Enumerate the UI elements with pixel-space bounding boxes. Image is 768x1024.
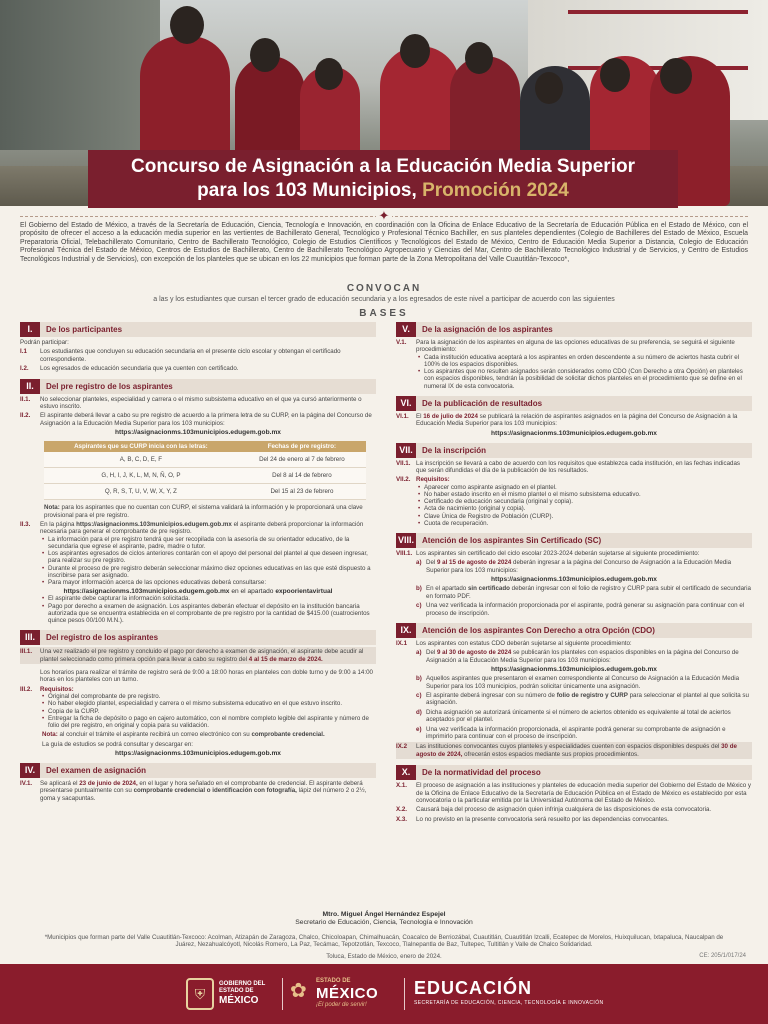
section-header [396, 533, 752, 548]
cdo-deadline: 30 de agosto de 2024, [416, 743, 737, 758]
table-header: Fechas de pre registro: [238, 441, 366, 452]
signatory-role: Secretario de Educación, Ciencia, Tecnología e Innovación [295, 919, 473, 926]
clause-text [426, 649, 752, 664]
text: para seleccionar el plantel al que solicita su asignación. [426, 691, 749, 707]
list-item: • El aspirante debe capturar la información solicitada. [42, 595, 376, 602]
section-title: De la publicación de resultados [422, 398, 543, 408]
clause [396, 460, 752, 475]
text: se publicarán los planteles con espacios disponibles en la página del Concurso de Asignación a la Educación Media Superior para los 103 municipios: [426, 649, 739, 664]
educacion-subtitle: SECRETARÍA DE EDUCACIÓN, CIENCIA, TECNOLOGÍA E INNOVACIÓN [414, 1000, 604, 1006]
clause-text: Para la asignación de los aspirantes en alguna de las opciones educativas de su preferencia, se seguirá el siguiente procedimiento: [416, 339, 735, 354]
clause-key: b) [416, 585, 422, 593]
gob-line: GOBIERNO DEL [219, 981, 266, 987]
clause-text: Dicha asignación se autorizará únicamente si el número de aciertos obtenido es equivalente al total de aciertos aceptados por el plantel. [426, 708, 731, 724]
list-item: • Durante el proceso de pre registro deberán seleccionar máximo diez opciones educativas en las que esté dispuesto a inscribirse para ser asignado. [42, 565, 376, 579]
section-header [20, 379, 376, 394]
student-head [400, 34, 430, 68]
list-item: • Cada institución educativa aceptará a los aspirantes en orden descendente a su número de aciertos hasta cubrir el 100% de los espacios disponibles. [418, 354, 752, 368]
section-number: IX. [396, 623, 416, 638]
footer-separator [282, 978, 283, 1010]
bullet-list [42, 693, 376, 729]
list-item: • Certificado de educación secundaria (original y copia). [418, 498, 752, 505]
table-cell: Q, R, S, T, U, V, W, X, Y, Z [44, 484, 238, 500]
clause [20, 686, 376, 693]
clause-key: II.3. [20, 521, 31, 529]
student-head [315, 58, 343, 90]
section-participants [20, 322, 376, 373]
section-header [20, 763, 376, 778]
table-cell: Del 24 de enero al 7 de febrero [238, 452, 366, 468]
right-column [396, 322, 752, 829]
section-title: De los participantes [46, 325, 123, 334]
section-header [20, 322, 376, 337]
table-row [44, 484, 366, 500]
list-item: • Clave Única de Registro de Población (CURP). [418, 513, 752, 520]
section-number: VIII. [396, 533, 416, 548]
title-banner [88, 150, 678, 208]
section-header [396, 623, 752, 638]
section-number: X. [396, 765, 416, 780]
text: Una vez realizado el pre registro y concluido el pago por derecho a examen de asignación, el aspirante debe acudir al plantel seleccionado como primera opción para llevar a cabo su registro del [40, 648, 364, 663]
edomex-logo [290, 978, 410, 1012]
requisites-label: Requisitos: [40, 685, 74, 693]
note-text: para los aspirantes que no cuentan con CURP, el sistema validará la información y le proporcionará una clave provisional para el pre registro. [44, 504, 363, 519]
clause-key: IV.1. [20, 779, 33, 787]
clause-key: X.2. [396, 806, 408, 814]
educacion-title: EDUCACIÓN [414, 978, 533, 998]
list-item: • No haber elegido plantel, especialidad y carrera o el mismo subsistema educativo en el que estuvo inscrito. [42, 700, 376, 707]
clause-key: X.3. [396, 815, 408, 823]
convocan-heading: CONVOCAN [346, 283, 422, 294]
list-item: • Copia de la CURP. [42, 708, 376, 715]
registration-dates: 4 al 15 de marzo de 2024. [248, 655, 323, 663]
clause [396, 550, 752, 557]
section-title: De la normatividad del proceso [422, 768, 541, 778]
table-row [44, 452, 366, 468]
orientation-url [20, 588, 376, 595]
clause-text: Los estudiantes que concluyen su educación secundaria en el presente ciclo escolar y obtengan el certificado correspondiente. [40, 348, 341, 363]
note-label: Nota: [42, 731, 58, 739]
clause-text [426, 692, 752, 707]
date-place: Toluca, Estado de México, enero de 2024. [326, 953, 442, 960]
text-bold: comprobante credencial o identificación con fotografía, [133, 787, 297, 795]
clause-text: La inscripción se llevará a cabo de acuerdo con los requisitos que establezca cada institución, en las fechas indicadas que serán difundidas el día de la publicación de los resultados. [416, 459, 741, 475]
clause [396, 806, 752, 813]
section-inscripcion [396, 443, 752, 527]
clause-text [426, 585, 752, 600]
section-registro [20, 630, 376, 757]
clause-key: X.1. [396, 782, 408, 790]
sub-clause [416, 675, 752, 690]
clause [396, 742, 752, 759]
section-header [396, 396, 752, 411]
gob-line: MÉXICO [219, 995, 259, 1006]
section-number: II. [20, 379, 40, 394]
clause-text [416, 413, 752, 428]
footnote: *Municipios que forman parte del Valle Cuautitlán-Texcoco: Acolman, Atizapán de Zaragoza, Chalco, Chicoloapan, Chimalhuacán, Coacalco de Berriozábal, Cuautitlán, Cuautitlán Izcalli, Ecatepec de Morelos, Huixquilucan, Ixtapaluca, Naucalpan de Juárez, Nezahualcóyotl, Nicolás Romero, La Paz, Tecámac, Tepotzotlán, Texcoco, Tlalnepantla de Baz, Tultepec, Tultitlán y Valle de Chalco Solidaridad. [44, 934, 724, 949]
title-promo: Promoción 2024 [422, 180, 569, 201]
section-preregistro [20, 379, 376, 624]
clause-text: Causará baja del proceso de asignación quien infrinja cualquiera de las disposiciones de esta convocatoria. [416, 806, 712, 814]
clause [396, 339, 752, 354]
table-cell: Del 15 al 23 de febrero [238, 484, 366, 500]
title-line-2 [88, 179, 678, 203]
clause-text: Los aspirantes sin certificado del ciclo escolar 2023-2024 deberán sujetarse al siguiente procedimiento: [416, 550, 700, 558]
clause-text: El aspirante deberá llevar a cabo su pre registro de acuerdo a la primera letra de su CURP, en la página del Concurso de Asignación a la Educación Media Superior para los 103 municipios: [40, 412, 372, 427]
text: en el lugar y hora señalado en el comprobante de credencial. El aspirante deberá presentarse puntualmente con su [40, 779, 363, 795]
section-title: Del examen de asignación [46, 765, 147, 775]
table-header: Aspirantes que su CURP inicia con las letras: [44, 441, 238, 452]
text: El aspirante deberá ingresar con su número de [426, 691, 557, 699]
exam-date: 23 de junio de 2024, [79, 779, 138, 787]
clause-key: e) [416, 725, 422, 733]
edomex-small: ESTADO DE [316, 978, 351, 984]
inline-url[interactable]: https://asignacionms.103municipios.edugem.gob.mx [76, 521, 232, 529]
student-head [535, 72, 563, 104]
clause-key: VI.1. [396, 412, 409, 420]
list-item: • Los aspirantes egresados de ciclos anteriores contarán con el apoyo del personal del plantel al que deseen ingresar, para realizar su pre registro. [42, 550, 376, 564]
clause-key: VIII.1. [396, 550, 413, 558]
table-cell: G, H, I, J, K, L, M, N, Ñ, O, P [44, 468, 238, 484]
text-bold: sin certificado [467, 585, 510, 593]
section-title: Del registro de los aspirantes [46, 633, 159, 643]
sub-clause [416, 709, 752, 724]
gob-line: ESTADO DE [219, 988, 254, 994]
clause-key: III.2. [20, 685, 33, 693]
section-number: V. [396, 322, 416, 337]
text: lápiz del número 2 o 2½, goma y sacapuntas. [40, 787, 367, 802]
list-item: • Pago por derecho a examen de asignación. Los aspirantes deberán efectuar el depósito en la institución bancaria autorizada que se encuentra establecida en el comprobante de pre registro por la cantidad de $415.00 (cuatrocientos quince pesos 00/100 M.N.). [42, 603, 376, 625]
clause-key: I.2. [20, 365, 29, 373]
left-column [20, 322, 376, 808]
edomex-big: MÉXICO [316, 985, 379, 1002]
preregistration-table [44, 441, 366, 500]
section-title: Del pre registro de los aspirantes [46, 381, 173, 391]
bullet-list [418, 354, 752, 390]
clause [20, 521, 376, 536]
text: Se aplicará el [40, 779, 80, 787]
edomex-flower-icon: ✿ [290, 980, 307, 1002]
text: se publicará la relación de aspirantes asignados en la página del Concurso de Asignación a la Educación Media Superior para los 103 municipios: [416, 412, 738, 428]
clause-key: IX.1 [396, 639, 408, 647]
section-sin-certificado [396, 533, 752, 617]
sc-url[interactable]: https://asignacionms.103municipios.edugem.gob.mx [491, 576, 657, 584]
clause-text [426, 559, 752, 574]
guide-text: La guía de estudios se podrá consultar y descargar en: [42, 740, 194, 748]
text: ofrecerán estos espacios mediante sus propios procedimientos. [462, 750, 639, 758]
hours-text: Los horarios para realizar el trámite de registro será de 9:00 a 18:00 horas en planteles con doble turno y de 9:00 a 14:00 horas en los planteles con un turno. [40, 668, 373, 684]
clause-text [40, 521, 376, 536]
clause-key: VII.1. [396, 459, 411, 467]
state-seal-icon: ⛨ [186, 978, 214, 1010]
text-bold: folio de registro y CURP [556, 691, 628, 699]
note-bold: comprobante credencial. [251, 731, 325, 739]
intro-paragraph: El Gobierno del Estado de México, a través de la Secretaría de Educación, Ciencia, Tecnología e Innovación, en coordinación con la Oficina de Enlace Educativo de la Secretaría de Educación Pública en el Estado de México, con el propósito de ofrecer el acceso a la educación media superior en las vertientes de Bachillerato General, Tecnológico y Profesional Técnico Bachiller, en sus planteles dependientes (Colegio de Bachilleres del Estado de México, Escuela Preparatoria Oficial, Telebachillerato Comunitario, Centro de Bachillerato Tecnológico, Colegio de Estudios Científicos y Tecnológicos del Estado de México, Centro de Educación Media Superior a Distancia, Colegio de Educación Profesional Técnica del Estado de México, Centros de Estudios de Bachillerato, Centro de Bachillerato Tecnológico Agropecuario y Ciencias del Mar, Centro de Bachillerato Tecnológico Industrial y de Servicios, y Centro de Estudios Tecnológicos Industrial y de Servicios), con excepción de los planteles que se ubican en los 22 municipios que forman parte de la Zona Metropolitana del Valle Cuautitlán-Texcoco*, [20, 222, 748, 263]
clause-key: II.2. [20, 412, 31, 420]
note-label: Nota: [44, 504, 60, 512]
clause-text: Los egresados de educación secundaria que ya cuenten con certificado. [40, 365, 239, 373]
clause-text: Una vez verificada la información proporcionada por el aspirante, podrá generar su asignación para continuar con el proceso de inscripción. [426, 602, 745, 617]
section-title: Atención de los aspirantes Sin Certificado (SC) [422, 536, 602, 546]
table-row [44, 468, 366, 484]
title-line-1: Concurso de Asignación a la Educación Media Superior [131, 156, 635, 177]
table-cell: A, B, C, D, E, F [44, 452, 238, 468]
url-text[interactable]: https://asignacionms.103municipios.edugem.gob.mx [63, 588, 230, 596]
list-item: • Cuota de recuperación. [418, 520, 752, 527]
clause [20, 780, 376, 802]
requisites-label: Requisitos: [416, 476, 450, 484]
table-cell: Del 8 al 14 de febrero [238, 468, 366, 484]
clause-key: III.1. [20, 648, 33, 656]
clause-key: IX.2 [396, 743, 408, 751]
note-text: al concluir el trámite el aspirante recibirá un correo electrónico con su [57, 731, 252, 739]
section-header [396, 443, 752, 458]
clause-key: II.1. [20, 395, 31, 403]
section-number: IV. [20, 763, 40, 778]
registration-url[interactable]: https://asignacionms.103municipios.edugem.gob.mx [115, 429, 281, 437]
clause-key: c) [416, 602, 422, 610]
section-asignacion [396, 322, 752, 390]
student-head [600, 58, 630, 92]
text: Las instituciones convocantes cuyos planteles y especialidades cuenten con espacios disponibles después del [416, 743, 722, 751]
convocan-subtitle: a las y los estudiantes que cursan el tercer grado de educación secundaria y a los egresados de este nivel a participar de acuerdo con las siguientes [153, 296, 615, 303]
clause-key: a) [416, 649, 422, 657]
list-item: • Original del comprobante de pre registro. [42, 693, 376, 700]
list-item: • No haber estado inscrito en el mismo plantel o el mismo subsistema educativo. [418, 491, 752, 498]
text: deberán ingresar con el folio de registro y CURP para subir el certificado de secundaria en formato PDF. [426, 585, 751, 600]
ornament-icon: ✦ [376, 208, 392, 224]
clause-text [416, 476, 752, 483]
note [42, 731, 376, 738]
section-number: VI. [396, 396, 416, 411]
text: Del [426, 559, 438, 567]
clause-text [416, 743, 752, 758]
sub-clause [416, 585, 752, 600]
student-head [250, 38, 280, 72]
clause-text: Una vez verificada la información proporcionada, el aspirante podrá generar su comprobante de asignación e imprimirlo para continuar con el proceso de inscripción. [426, 725, 726, 740]
clause [20, 348, 376, 363]
bullet-list [42, 536, 376, 586]
railing [568, 10, 748, 70]
section-title: Atención de los aspirantes Con Derecho a otra Opción (CDO) [422, 625, 655, 635]
list-item: • La información para el pre registro tendrá que ser recopilada con la asesoría de su orientador educativo, de la secundaria que egrese el aspirante, padre, madre o tutor. [42, 536, 376, 550]
clause-key: V.1. [396, 339, 407, 346]
clause-text [40, 648, 376, 663]
clause [396, 816, 752, 823]
sub-clause [416, 692, 752, 707]
section-normatividad [396, 765, 752, 823]
cdo-url[interactable]: https://asignacionms.103municipios.edugem.gob.mx [491, 666, 657, 674]
section-resultados [396, 396, 752, 437]
clause [20, 647, 376, 664]
section-number: VII. [396, 443, 416, 458]
clause [396, 782, 752, 804]
signature-block [0, 911, 768, 927]
clause-text: Los aspirantes con estatus CDO deberán sujetarse al siguiente procedimiento: [416, 639, 632, 647]
footer-separator [404, 978, 405, 1010]
clause-key: d) [416, 708, 422, 716]
expo-label: expoorientavirtual [275, 588, 333, 596]
list-item: • Acta de nacimiento (original y copia). [418, 505, 752, 512]
student-head [170, 6, 204, 44]
section-header [20, 630, 376, 645]
clause-key: b) [416, 675, 422, 683]
gobierno-logo [219, 981, 265, 1006]
section-title: De la inscripción [422, 445, 487, 455]
title-line-2-text: para los 103 Municipios, [197, 180, 423, 201]
section-header [396, 765, 752, 780]
clause-key: VII.2. [396, 476, 411, 484]
text: deberán ingresar a la página del Concurso de Asignación a la Educación Media Superior para los 103 municipios: [426, 559, 732, 574]
clause [396, 413, 752, 428]
sc-dates: 9 al 15 de agosto de 2024 [437, 559, 512, 567]
sub-clause [416, 602, 752, 617]
section-examen [20, 763, 376, 802]
signatory-name: Mtro. Miguel Ángel Hernández Espejel [322, 911, 446, 918]
student-head [465, 42, 493, 74]
section-number: III. [20, 630, 40, 645]
student-head [660, 58, 692, 94]
section-header [396, 322, 752, 337]
section-cdo [396, 623, 752, 759]
note [44, 504, 376, 519]
list-item: • Para mayor información acerca de las opciones educativas deberá consultarse: [42, 579, 376, 586]
clause-key: a) [416, 559, 422, 567]
guide-url[interactable]: https://asignacionms.103municipios.edugem.gob.mx [115, 749, 281, 757]
clause [20, 396, 376, 411]
clause [20, 412, 376, 427]
building-left [0, 0, 160, 150]
sub-clause [416, 559, 752, 574]
clause-key: c) [416, 691, 422, 699]
educacion-logo [414, 978, 604, 1006]
section-title: De la asignación de los aspirantes [422, 325, 553, 334]
clause-text [40, 780, 376, 802]
list-item: • Los aspirantes que no resulten asignados serán considerados como CDO (Con Derecho a otra Opción) en planteles con espacios disponibles, tendrán la posibilidad de solicitar dichos planteles en el procedimiento que se define en el numeral IX de esta convocatoria. [418, 368, 752, 390]
clause [396, 640, 752, 647]
sub-clause [416, 649, 752, 664]
bullet-list [418, 484, 752, 527]
clause-text: No seleccionar planteles, especialidad y carrera o el mismo subsistema educativo en el que ya cursó anteriormente o estuvo inscrito. [40, 395, 362, 411]
text: en el apartado [229, 588, 276, 596]
text: En la página [40, 521, 77, 529]
sub-clause [416, 726, 752, 741]
results-date: 16 de julio de 2024 [423, 412, 478, 420]
clause-text [40, 686, 376, 693]
footer-bar [0, 964, 768, 1024]
clause [20, 365, 376, 372]
clause-text: El proceso de asignación a las instituciones y planteles de educación media superior del Gobierno del Estado de México y de la Oficina de Enlace Educativo de la Secretaría de Educación Pública en el Estado de México es establecido por esta convocatoria o la particular emitida por la Universidad Autónoma del Estado de México. [416, 782, 752, 805]
text: el aspirante deberá proporcionar la información necesaria para generar el comprobante de pre registro. [40, 521, 364, 536]
bases-heading: BASES [359, 308, 409, 319]
text: Del [426, 649, 438, 657]
divider [20, 208, 748, 223]
clause-text: Lo no previsto en la presente convocatoria será resuelto por las dependencias convocantes. [416, 815, 669, 823]
clause [396, 476, 752, 483]
list-item: • Entregar la ficha de depósito o pago en cajero automático, con el nombre completo legible del aspirante y número de folio del pre registro, en original y copia para su validación. [42, 715, 376, 729]
text: En el apartado [426, 585, 468, 593]
section-lead: Podrán participar: [20, 339, 69, 346]
cdo-dates: 9 al 30 de agosto de 2024 [437, 649, 512, 657]
text: El [416, 412, 424, 420]
section-number: I. [20, 322, 40, 337]
results-url[interactable]: https://asignacionms.103municipios.edugem.gob.mx [491, 429, 657, 437]
edomex-slogan: ¡El poder de servir! [316, 1002, 367, 1008]
document-code: CE: 205/1/017/24 [699, 953, 746, 959]
clause-text: Aquellos aspirantes que presentaron el examen correspondiente al Concurso de Asignación a la Educación Media Superior para los 103 municipios, podrán solicitar únicamente una asignación. [426, 675, 740, 690]
bullet-list [42, 595, 376, 624]
clause-key: I.1 [20, 348, 27, 356]
list-item: • Aparecer como aspirante asignado en el plantel. [418, 484, 752, 491]
